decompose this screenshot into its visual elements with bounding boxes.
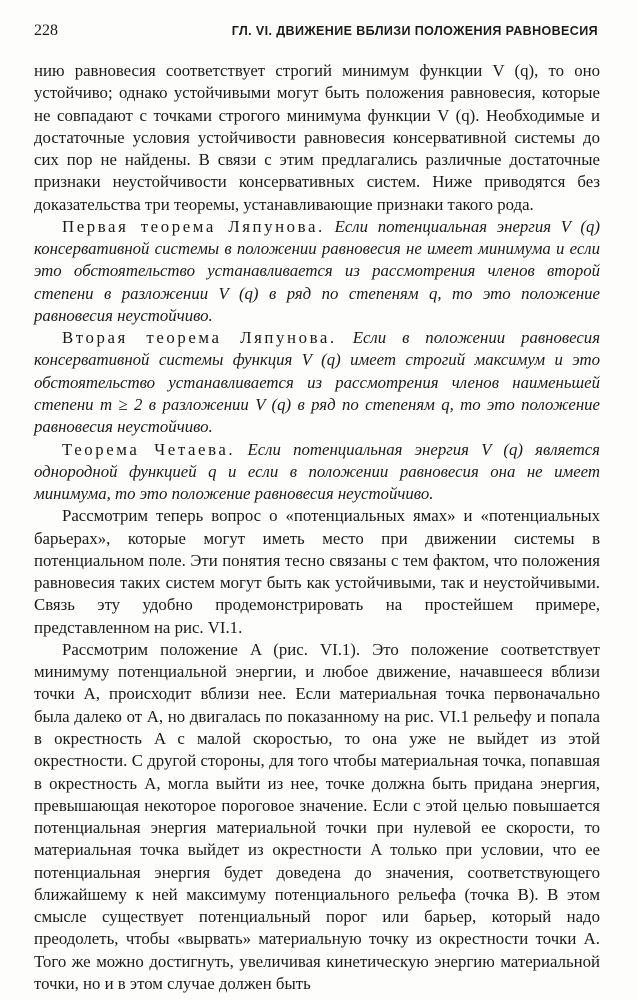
theorem-statement: Если потенциальная энергия V (q) консервативной системы в положении равновесия не имеет минимума и если это обстоятельство устанавливается из рассмотрения членов второй степени в разложении V (q) в ряд по степеням q, то это положение равновесия неустойчиво. xyxy=(34,216,600,325)
page-number: 228 xyxy=(34,22,58,39)
theorem-statement: Если в положении равновесия консервативной системы функция V (q) имеет строгий максимум и это обстоятельство устанавливается из рассмотрения членов наименьшей степени m ≥ 2 в разложении V (q) в ряд по степеням q, то это положение равновесия неустойчиво. xyxy=(34,328,601,437)
page-header xyxy=(34,22,598,44)
paragraph-intro: нию равновесия соответствует строгий минимум функции V (q), то оно устойчиво; однако устойчивыми могут быть положения равновесия, которые не совпадают с точками строгого минимума функции V (q). Необходимые и достаточные условия устойчивости равновесия консервативной системы до сих пор не найдены. В связи с этим предлагались различные достаточные признаки неустойчивости консервативных систем. Ниже приводятся без доказательства три теоремы, устанавливающие признаки такого рода. xyxy=(34,61,600,214)
paragraph-position-a: Рассмотрим положение A (рис. VI.1). Это положение соответствует минимуму потенциальной энергии, и любое движение, начавшееся вблизи точки A, происходит вблизи нее. Если материальная точка первоначально была далеко от A, но двигалась по показанному на рис. VI.1 рельефу и попала в окрестность A с малой скоростью, то она уже не выйдет из этой окрестности. С другой стороны, для того чтобы материальная точка, попавшая в окрестность A, могла выйти из нее, точке должна быть придана энергия, превышающая некоторое пороговое значение. Если с этой целью повышается потенциальная энергия материальной точки при нулевой ее скорости, то материальная точка выйдет из окрестности A только при условии, что ее потенциальная энергия будет доведена до значения, соответствующего ближайшему к ней максимуму потенциального рельефа (точка B). В этом смысле существует потенциальный порог или барьер, который надо преодолеть, чтобы «вырвать» материальную точку из окрестности точки A. Того же можно достигнуть, увеличивая кинетическую энергию материальной точки, но и в этом случае должен быть xyxy=(34,639,600,993)
paragraph-potential-wells: Рассмотрим теперь вопрос о «потенциальных ямах» и «потенциальных барьерах», которые могут иметь место при движении системы в потенциальном поле. Эти понятия тесно связаны с тем фактом, что положения равновесия таких систем могут быть как устойчивыми, так и неустойчивыми. Связь эту удобно продемонстрировать на простейшем примере, представленном на рис. VI.1. xyxy=(34,506,600,637)
running-head: ГЛ. VI. ДВИЖЕНИЕ ВБЛИЗИ ПОЛОЖЕНИЯ РАВНОВЕСИЯ xyxy=(231,24,598,38)
theorem-lyapunov-2 xyxy=(34,327,600,438)
theorem-chetaev xyxy=(34,439,600,506)
theorem-statement: Если потенциальная энергия V (q) является однородной функцией q и если в положении равновесия она не имеет минимума, то это положение равновесия неустойчиво. xyxy=(34,439,600,504)
page-body xyxy=(34,60,600,995)
theorem-lyapunov-1 xyxy=(34,216,600,327)
theorem-heading: Первая теорема Ляпунова. xyxy=(62,216,325,236)
theorem-heading: Вторая теорема Ляпунова. xyxy=(62,328,337,348)
theorem-heading: Теорема Четаева. xyxy=(62,439,236,459)
